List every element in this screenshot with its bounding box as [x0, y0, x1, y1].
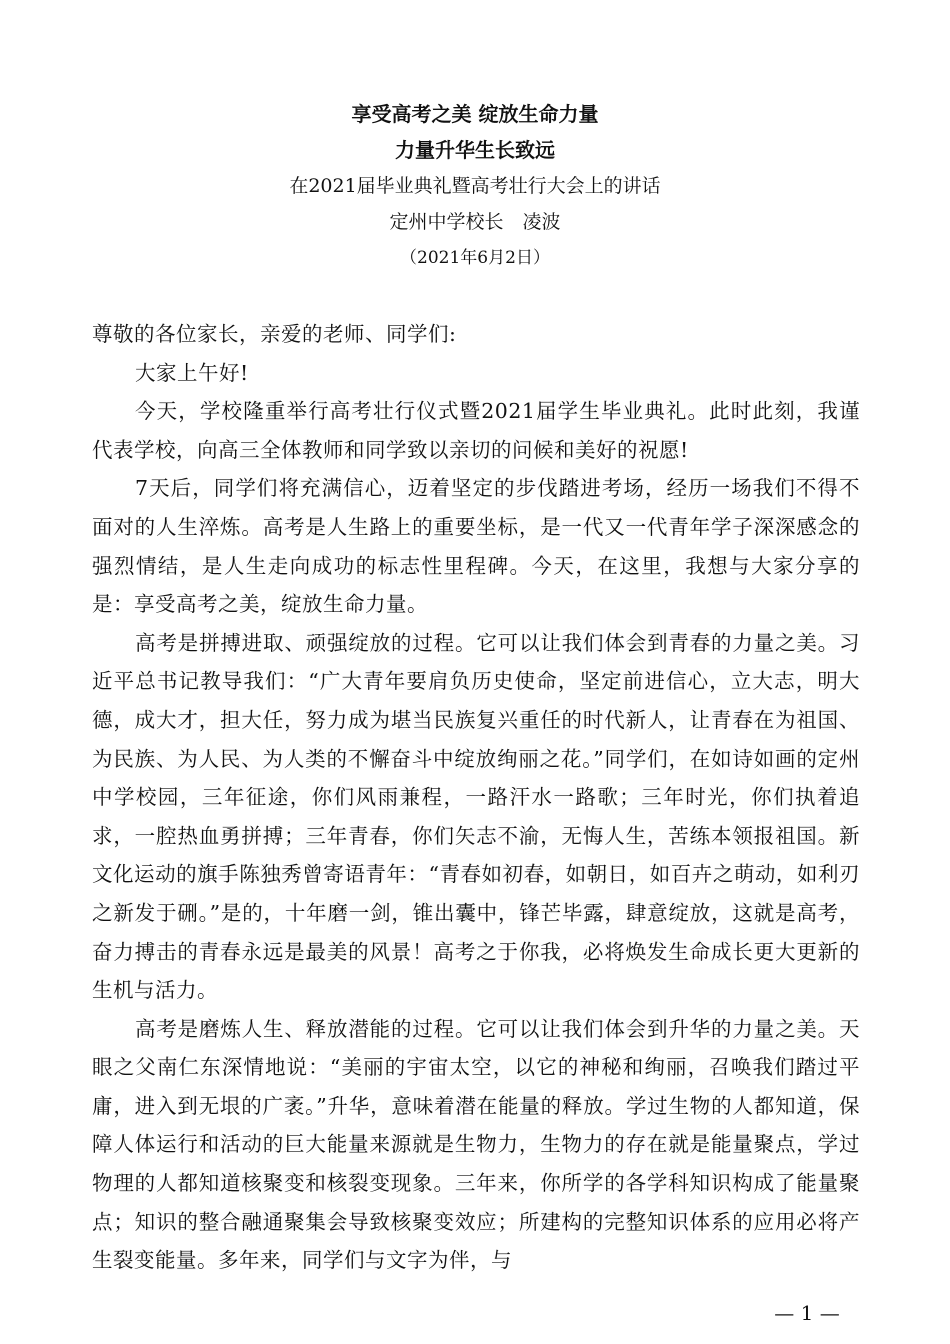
paragraph: 今天，学校隆重举行高考壮行仪式暨2021届学生毕业典礼。此时此刻，我谨代表学校，向高三全体教师和同学致以亲切的问候和美好的祝愿!: [92, 399, 860, 462]
paragraph: 7天后，同学们将充满信心，迈着坚定的步伐踏进考场，经历一场我们不得不面对的人生淬炼。高考是人生路上的重要坐标，是一代又一代青年学子深深感念的强烈情结，是人生走向成功的标志性里程碑。今天，在这里，我想与大家分享的是：享受高考之美，绽放生命力量。: [92, 476, 860, 617]
greeting: 大家上午好!: [135, 360, 249, 385]
speech-body: [92, 315, 860, 1280]
speaker-line: 定州中学校长 凌波: [389, 211, 561, 233]
salutation: 尊敬的各位家长，亲爱的老师、同学们:: [92, 322, 457, 346]
speech-header: [0, 96, 950, 276]
speech-date: （2021年6月2日）: [400, 248, 550, 268]
page-number: — 1 —: [774, 1301, 840, 1325]
speech-occasion: 在2021届毕业典礼暨高考壮行大会上的讲话: [289, 175, 661, 197]
speech-title-line2: 力量升华生长致远: [395, 138, 555, 162]
paragraph: 高考是拼搏进取、顽强绽放的过程。它可以让我们体会到青春的力量之美。习近平总书记教导我们：“广大青年要肩负历史使命，坚定前进信心，立大志，明大德，成大才，担大任，努力成为堪当民族复兴重任的时代新人，让青春在为祖国、为民族、为人民、为人类的不懈奋斗中绽放绚丽之花。”同学们，在如诗如画的定州中学校园，三年征途，你们风雨兼程，一路汗水一路歌；三年时光，你们执着追求，一腔热血勇拼搏；三年青春，你们矢志不渝，无悔人生，苦练本领报祖国。新文化运动的旗手陈独秀曾寄语青年：“青春如初春，如朝日，如百卉之萌动，如利刃之新发于硎。”是的，十年磨一剑，锥出囊中，锋芒毕露，肆意绽放，这就是高考，奋力搏击的青春永远是最美的风景！高考之于你我，必将焕发生命成长更大更新的生机与活力。: [92, 630, 860, 1003]
speech-title-line1: 享受高考之美 绽放生命力量: [351, 102, 599, 126]
paragraph: 高考是磨炼人生、释放潜能的过程。它可以让我们体会到升华的力量之美。天眼之父南仁东深情地说：“美丽的宇宙太空，以它的神秘和绚丽，召唤我们踏过平庸，进入到无垠的广袤。”升华，意味着潜在能量的释放。学过生物的人都知道，保障人体运行和活动的巨大能量来源就是生物力，生物力的存在就是能量聚点，学过物理的人都知道核聚变和核裂变现象。三年来，你所学的各学科知识构成了能量聚点；知识的整合融通聚集会导致核聚变效应；所建构的完整知识体系的应用必将产生裂变能量。多年来，同学们与文字为伴，与: [92, 1016, 860, 1273]
